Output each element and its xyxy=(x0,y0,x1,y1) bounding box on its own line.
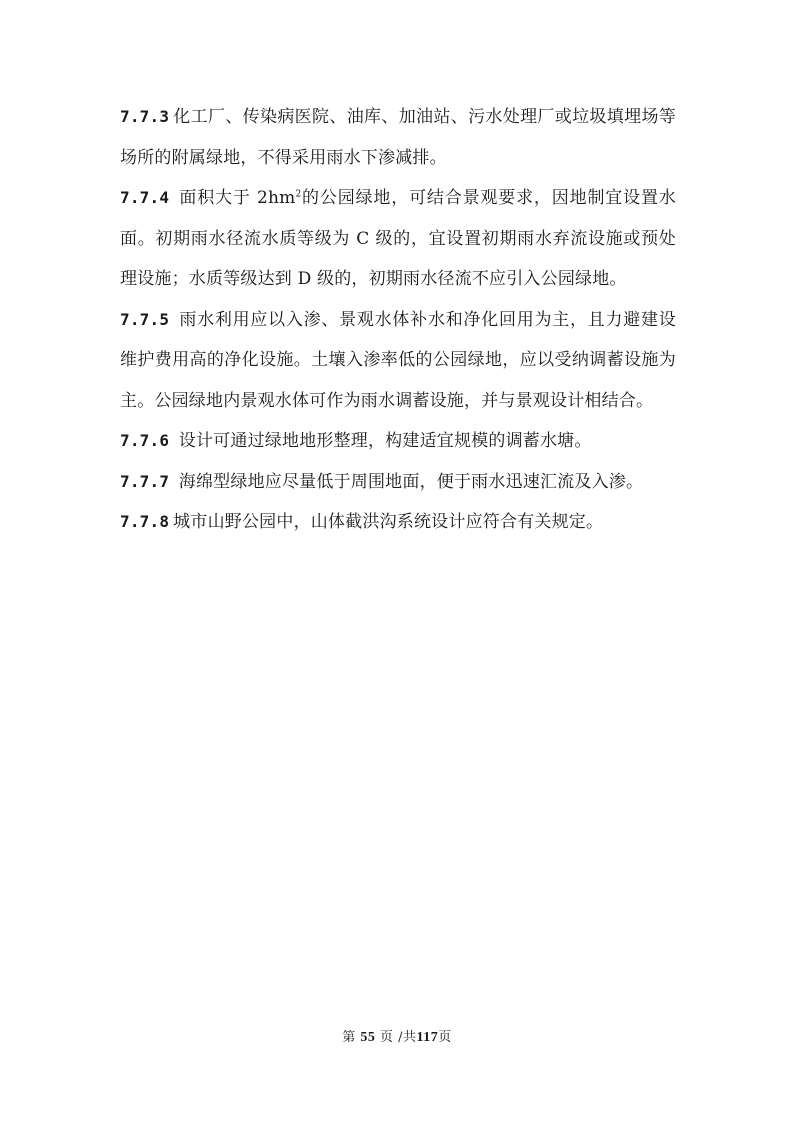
section-7-7-body xyxy=(120,97,676,543)
clause-text: 城市山野公园中，山体截洪沟系统设计应符合有关规定。 xyxy=(173,512,604,532)
clause-7-7-3 xyxy=(120,97,676,178)
clause-number: 7.7.5 xyxy=(120,309,170,329)
clause-7-7-5 xyxy=(120,300,676,422)
clause-7-7-4 xyxy=(120,178,676,300)
footer-suffix: 页 xyxy=(438,1030,452,1045)
clause-text: 的公园绿地，可结合景观要求，因地制宜设置水面。初期雨水径流水质等级为 C 级的，宜设置初期雨水弃流设施或预处理设施；水质等级达到 D 级的，初期雨水径流不应引入公园绿地。 xyxy=(120,188,676,289)
clause-7-7-8 xyxy=(120,502,676,543)
clause-7-7-7 xyxy=(120,462,676,503)
clause-text: 海绵型绿地应尽量低于周围地面，便于雨水迅速汇流及入渗。 xyxy=(173,471,644,492)
total-page-count: 117 xyxy=(416,1030,439,1045)
page-footer xyxy=(0,1026,794,1046)
footer-prefix: 第 xyxy=(342,1030,356,1045)
clause-number: 7.7.8 xyxy=(120,512,170,531)
clause-number: 7.7.7 xyxy=(120,471,170,491)
unit-superscript: 2 xyxy=(295,189,302,200)
clause-number: 7.7.4 xyxy=(120,188,170,207)
footer-middle: 页 /共 xyxy=(380,1030,417,1045)
clause-text: 雨水利用应以入渗、景观水体补水和净化回用为主，且力避建设维护费用高的净化设施。土壤入渗率低的公园绿地，应以受纳调蓄设施为主。公园绿地内景观水体可作为雨水调蓄设施，并与景观设计相结合。 xyxy=(120,309,676,411)
clause-text: 化工厂、传染病医院、油库、加油站、污水处理厂或垃圾填埋场等场所的附属绿地，不得采用雨水下渗减排。 xyxy=(120,107,676,168)
clause-number: 7.7.3 xyxy=(120,107,170,126)
current-page-number: 55 xyxy=(360,1030,376,1045)
clause-7-7-6 xyxy=(120,421,676,462)
clause-text: 设计可通过绿地地形整理，构建适宜规模的调蓄水塘。 xyxy=(173,431,592,451)
clause-number: 7.7.6 xyxy=(120,431,170,450)
clause-text: 面积大于 2hm xyxy=(173,188,296,208)
